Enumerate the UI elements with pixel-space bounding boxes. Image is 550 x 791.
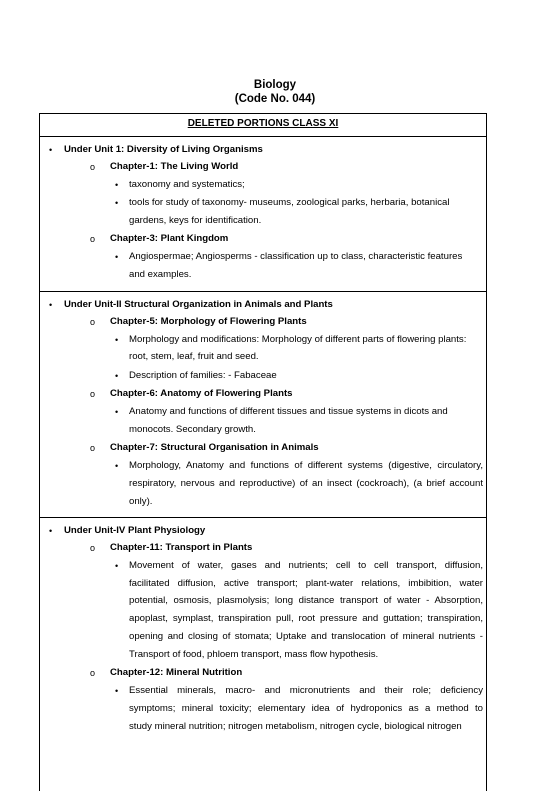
bullet-disc: • xyxy=(49,145,53,155)
list-item-text: opening and closing of stomata; Uptake and translocation of mineral nutrients - xyxy=(129,631,483,643)
bullet-circle: o xyxy=(90,316,96,327)
document-title: Biology xyxy=(253,79,297,91)
bullet-disc: • xyxy=(115,334,119,345)
chapter-title: Chapter-7: Structural Organisation in Animals xyxy=(110,442,319,453)
list-item-text: Movement of water, gases and nutrients; cell to cell transport, diffusion, xyxy=(129,559,483,571)
list-item-text: apoplast, symplast, transpiration pull, root pressure and guttation; transpiration, xyxy=(129,613,483,625)
bullet-disc: • xyxy=(115,686,119,697)
deleted-portions-table xyxy=(39,113,487,791)
bullet-disc: • xyxy=(115,370,119,381)
bullet-disc: • xyxy=(49,525,53,536)
list-item-text: Transport of food, phloem transport, mass flow hypothesis. xyxy=(129,648,379,660)
list-item-text: tools for study of taxonomy- museums, zoological parks, herbaria, botanical xyxy=(129,197,450,209)
list-item-text: gardens, keys for identification. xyxy=(129,215,262,227)
bullet-disc: • xyxy=(115,560,119,571)
unit-row xyxy=(40,292,486,518)
bullet-circle: o xyxy=(90,234,96,245)
list-item-text: Angiospermae; Angiosperms - classification up to class, characteristic features xyxy=(129,251,463,263)
bullet-circle: o xyxy=(90,542,96,553)
bullet-circle: o xyxy=(90,443,96,453)
bullet-disc: • xyxy=(115,198,119,209)
table-header: DELETED PORTIONS CLASS XI xyxy=(187,118,339,129)
bullet-disc: • xyxy=(115,252,119,263)
chapter-title: Chapter-5: Morphology of Flowering Plants xyxy=(110,315,307,327)
list-item-text: and examples. xyxy=(129,269,192,281)
list-item-text: facilitated diffusion, active transport; plant-water relations, imbibition, water xyxy=(129,577,483,589)
list-item-text: Morphology and modifications: Morphology of different parts of flowering plants: xyxy=(129,333,467,345)
list-item-text: Description of families: - Fabaceae xyxy=(129,369,277,381)
bullet-disc: • xyxy=(115,406,119,417)
chapter-title: Chapter-11: Transport in Plants xyxy=(110,541,253,553)
chapter-title: Chapter-6: Anatomy of Flowering Plants xyxy=(110,387,293,399)
list-item-text: potential, osmosis, plasmolysis; long distance transport of water - Absorption, xyxy=(129,595,483,607)
list-item-text: Essential minerals, macro- and micronutrients and their role; deficiency xyxy=(129,685,483,697)
bullet-circle: o xyxy=(90,162,96,172)
bullet-disc: • xyxy=(49,299,53,310)
list-item-text: Anatomy and functions of different tissues and tissue systems in dicots and xyxy=(129,405,448,417)
list-item-text: Morphology, Anatomy and functions of different systems (digestive, circulatory, xyxy=(129,460,483,471)
list-item-text: monocots. Secondary growth. xyxy=(129,423,256,435)
unit-title: Under Unit-II Structural Organization in Animals and Plants xyxy=(64,298,333,310)
list-item-text: only). xyxy=(129,495,153,507)
unit-row xyxy=(40,137,486,292)
chapter-title: Chapter-3: Plant Kingdom xyxy=(110,233,229,245)
list-item-text: symptoms; mineral toxicity; elementary idea of hydroponics as a method to xyxy=(129,702,483,714)
chapter-title: Chapter-12: Mineral Nutrition xyxy=(110,667,243,679)
unit-title: Under Unit-IV Plant Physiology xyxy=(64,524,206,536)
list-item-text: respiratory, nervous and reproductive) of an insect (cockroach), (a brief account xyxy=(129,477,483,489)
list-item-text: study mineral nutrition; nitrogen metabolism, nitrogen cycle, biological nitrogen xyxy=(129,720,462,732)
chapter-title: Chapter-1: The Living World xyxy=(110,161,239,172)
list-item-text: root, stem, leaf, fruit and seed. xyxy=(129,351,259,363)
bullet-circle: o xyxy=(90,668,96,679)
list-item-text: taxonomy and systematics; xyxy=(129,179,245,190)
bullet-disc: • xyxy=(115,180,119,190)
bullet-disc: • xyxy=(115,461,119,471)
bullet-circle: o xyxy=(90,388,96,399)
unit-row xyxy=(40,518,486,791)
table-header-row xyxy=(40,114,486,137)
unit-title: Under Unit 1: Diversity of Living Organisms xyxy=(64,144,263,155)
document-code: (Code No. 044) xyxy=(234,93,316,105)
